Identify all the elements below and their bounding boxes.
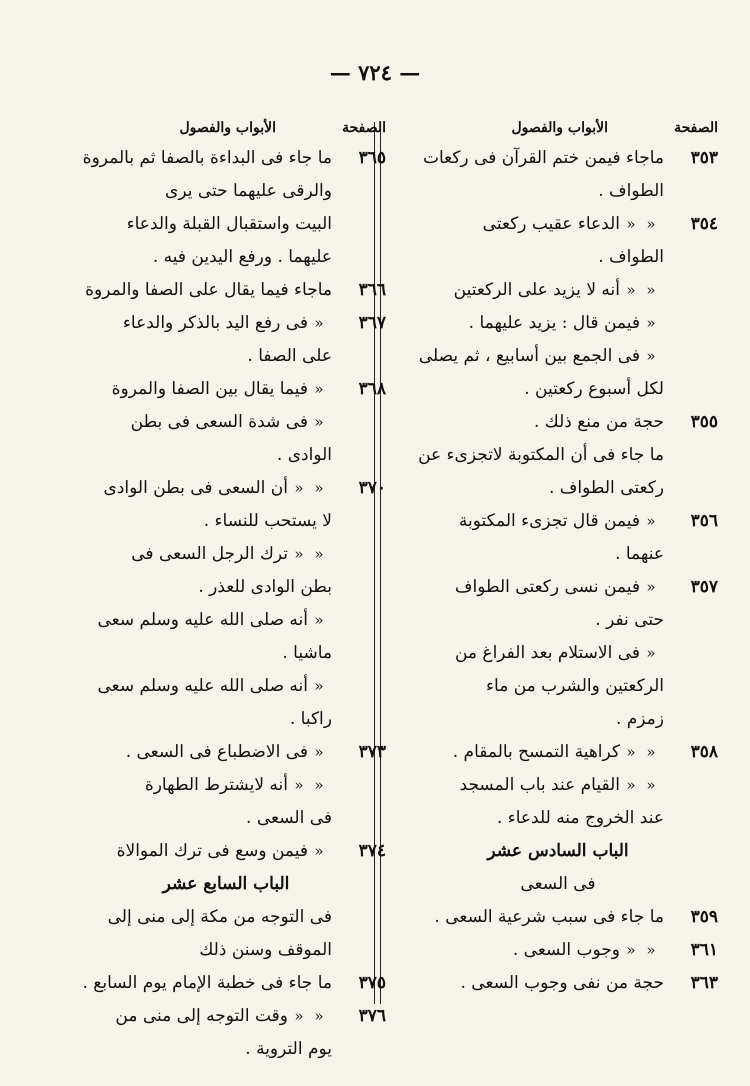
ditto-mark: « bbox=[646, 347, 656, 365]
page-ref-number: ٣٧٠ bbox=[358, 478, 386, 498]
entry-title: على الصفا . bbox=[247, 346, 332, 366]
index-column-right bbox=[398, 118, 718, 1000]
column-header bbox=[66, 118, 386, 142]
page-ref-number: ٣٧٦ bbox=[358, 1006, 386, 1026]
entry-title: الموقف وسنن ذلك bbox=[199, 940, 332, 960]
index-entry bbox=[66, 208, 386, 241]
index-entry bbox=[398, 373, 718, 406]
index-column-left bbox=[66, 118, 386, 1066]
entry-title: البيت واستقبال القبلة والدعاء bbox=[126, 214, 332, 234]
section-heading bbox=[66, 868, 386, 901]
entry-title: فى الاستلام بعد الفراغ من bbox=[454, 643, 640, 663]
entry-title: أنه صلى الله عليه وسلم سعى bbox=[97, 610, 308, 630]
page-ref-number: ٣٦٧ bbox=[358, 313, 386, 333]
ditto-mark: « bbox=[626, 281, 636, 299]
entry-title: وقت التوجه إلى منى من bbox=[115, 1006, 288, 1026]
index-entry bbox=[398, 901, 718, 934]
entry-title: أنه صلى الله عليه وسلم سعى bbox=[97, 676, 308, 696]
ditto-mark: « bbox=[626, 215, 636, 233]
entry-title: لا يستحب للنساء . bbox=[203, 511, 332, 531]
ditto-mark: « bbox=[294, 545, 304, 563]
entry-title: فيمن نسى ركعتى الطواف bbox=[454, 577, 640, 597]
page-ref-number: ٣٦١ bbox=[690, 940, 718, 960]
entry-title: لكل أسبوع ركعتين . bbox=[524, 379, 664, 399]
section-title: فى السعى bbox=[520, 874, 596, 894]
index-entry bbox=[398, 340, 718, 373]
index-entry bbox=[398, 472, 718, 505]
index-entry bbox=[66, 571, 386, 604]
ditto-mark: « bbox=[314, 1007, 324, 1025]
section-heading bbox=[398, 835, 718, 868]
entry-title: الطواف . bbox=[598, 181, 664, 201]
entry-title: عليهما . ورفع اليدين فيه . bbox=[152, 247, 332, 267]
ditto-mark: « bbox=[294, 776, 304, 794]
entry-title: عند الخروج منه للدعاء . bbox=[496, 808, 664, 828]
index-entry bbox=[398, 571, 718, 604]
entry-title: بطن الوادى للعذر . bbox=[198, 577, 332, 597]
ditto-mark: « bbox=[646, 314, 656, 332]
index-entry bbox=[398, 769, 718, 802]
entry-title: فيما يقال بين الصفا والمروة bbox=[111, 379, 308, 399]
entry-title: أنه لا يزيد على الركعتين bbox=[453, 280, 620, 300]
ditto-mark: « bbox=[314, 611, 324, 629]
index-entry bbox=[66, 835, 386, 868]
page-ref-number: ٣٧٣ bbox=[358, 742, 386, 762]
index-entry bbox=[66, 736, 386, 769]
entry-title: الدعاء عقيب ركعتى bbox=[482, 214, 620, 234]
ditto-mark: « bbox=[626, 941, 636, 959]
entry-title: ترك الرجل السعى فى bbox=[131, 544, 288, 564]
entry-title: فيمن وسع فى ترك الموالاة bbox=[116, 841, 308, 861]
page-number: — ٧٢٤ — bbox=[329, 60, 421, 85]
entry-title: حتى نفر . bbox=[595, 610, 664, 630]
page-ref-number: ٣٦٣ bbox=[690, 973, 718, 993]
ditto-mark: « bbox=[314, 413, 324, 431]
ditto-mark: « bbox=[646, 743, 656, 761]
index-entry bbox=[398, 406, 718, 439]
entry-title: الطواف . bbox=[598, 247, 664, 267]
index-entry bbox=[66, 307, 386, 340]
entry-title: كراهية التمسح بالمقام . bbox=[452, 742, 620, 762]
index-entry bbox=[66, 241, 386, 274]
page-ref-number: ٣٥٩ bbox=[690, 907, 718, 927]
index-entry bbox=[66, 340, 386, 373]
index-entry bbox=[398, 175, 718, 208]
entry-title: ماشيا . bbox=[282, 643, 332, 663]
ditto-mark: « bbox=[646, 578, 656, 596]
ditto-mark: « bbox=[626, 743, 636, 761]
entry-title: ماجاء فيمن ختم القرآن فى ركعات bbox=[422, 148, 664, 168]
entry-title: يوم التروية . bbox=[245, 1039, 332, 1059]
index-entry bbox=[398, 274, 718, 307]
page-ref-number: ٣٥٤ bbox=[690, 214, 718, 234]
ditto-mark: « bbox=[646, 215, 656, 233]
index-entry bbox=[66, 901, 386, 934]
entry-title: زمزم . bbox=[615, 709, 664, 729]
index-entry bbox=[398, 736, 718, 769]
index-entry bbox=[66, 967, 386, 1000]
index-entry bbox=[66, 1033, 386, 1066]
index-entry bbox=[398, 802, 718, 835]
entry-title: فى شدة السعى فى بطن bbox=[130, 412, 308, 432]
index-entry bbox=[398, 703, 718, 736]
entry-title: حجة من نفى وجوب السعى . bbox=[460, 973, 664, 993]
entry-title: القيام عند باب المسجد bbox=[459, 775, 620, 795]
ditto-mark: « bbox=[646, 941, 656, 959]
section-heading bbox=[398, 868, 718, 901]
ditto-mark: « bbox=[646, 281, 656, 299]
index-entry bbox=[398, 307, 718, 340]
page-ref-number: ٣٧٥ bbox=[358, 973, 386, 993]
ditto-mark: « bbox=[294, 1007, 304, 1025]
entry-title: والرقى عليهما حتى يرى bbox=[165, 181, 332, 201]
index-entry bbox=[398, 604, 718, 637]
entry-title: ما جاء فى أن المكتوبة لاتجزىء عن bbox=[418, 445, 664, 465]
page-ref-number: ٣٥٧ bbox=[690, 577, 718, 597]
ditto-mark: « bbox=[646, 512, 656, 530]
page-ref-number: ٣٦٦ bbox=[358, 280, 386, 300]
index-entry bbox=[66, 472, 386, 505]
page-ref-number: ٣٥٥ bbox=[690, 412, 718, 432]
index-entry bbox=[398, 142, 718, 175]
index-entry bbox=[398, 637, 718, 670]
index-entry bbox=[66, 142, 386, 175]
index-entry bbox=[66, 175, 386, 208]
entry-title: أن السعى فى بطن الوادى bbox=[103, 478, 288, 498]
section-title: الباب السادس عشر bbox=[487, 841, 629, 861]
header-title-label: الأبواب والفصول bbox=[179, 120, 276, 136]
entry-title: راكبا . bbox=[289, 709, 332, 729]
index-entry bbox=[398, 670, 718, 703]
index-entry bbox=[66, 1000, 386, 1033]
ditto-mark: « bbox=[314, 380, 324, 398]
entry-title: ما جاء فى البداءة بالصفا ثم بالمروة bbox=[82, 148, 332, 168]
page-ref-number: ٣٥٣ bbox=[690, 148, 718, 168]
ditto-mark: « bbox=[314, 479, 324, 497]
index-entry bbox=[66, 439, 386, 472]
entry-title: فى الاضطباع فى السعى . bbox=[125, 742, 308, 762]
entry-title: فيمن قال تجزىء المكتوبة bbox=[458, 511, 640, 531]
page-ref-number: ٣٦٨ bbox=[358, 379, 386, 399]
entry-title: عنهما . bbox=[615, 544, 664, 564]
header-page-label: الصفحة bbox=[342, 120, 386, 136]
page-ref-number: ٣٧٤ bbox=[358, 841, 386, 861]
column-header bbox=[398, 118, 718, 142]
index-entry bbox=[66, 703, 386, 736]
index-entry bbox=[66, 406, 386, 439]
entry-title: ركعتى الطواف . bbox=[549, 478, 664, 498]
index-entry bbox=[398, 505, 718, 538]
entry-title: ما جاء فى سبب شرعية السعى . bbox=[434, 907, 664, 927]
index-entry bbox=[66, 769, 386, 802]
ditto-mark: « bbox=[314, 842, 324, 860]
page-ref-number: ٣٥٦ bbox=[690, 511, 718, 531]
index-entry bbox=[66, 373, 386, 406]
index-entry bbox=[66, 538, 386, 571]
index-entry bbox=[398, 934, 718, 967]
ditto-mark: « bbox=[626, 776, 636, 794]
entry-title: ماجاء فيما يقال على الصفا والمروة bbox=[85, 280, 332, 300]
entry-title: فيمن قال : يزيد عليهما . bbox=[468, 313, 640, 333]
index-entry bbox=[66, 802, 386, 835]
entry-title: فى السعى . bbox=[246, 808, 332, 828]
page-ref-number: ٣٥٨ bbox=[690, 742, 718, 762]
page-ref-number: ٣٦٥ bbox=[358, 148, 386, 168]
index-entry bbox=[398, 538, 718, 571]
section-title: الباب السابع عشر bbox=[162, 874, 290, 894]
ditto-mark: « bbox=[314, 314, 324, 332]
entry-title: الركعتين والشرب من ماء bbox=[486, 676, 664, 696]
index-entry bbox=[66, 604, 386, 637]
ditto-mark: « bbox=[314, 545, 324, 563]
index-entry bbox=[398, 439, 718, 472]
header-title-label: الأبواب والفصول bbox=[511, 120, 608, 136]
ditto-mark: « bbox=[314, 677, 324, 695]
entry-title: فى التوجه من مكة إلى منى إلى bbox=[107, 907, 332, 927]
entry-title: فى رفع اليد بالذكر والدعاء bbox=[122, 313, 308, 333]
entry-title: الوادى . bbox=[276, 445, 332, 465]
index-entry bbox=[66, 274, 386, 307]
index-entry bbox=[66, 934, 386, 967]
entry-title: أنه لايشترط الطهارة bbox=[144, 775, 288, 795]
ditto-mark: « bbox=[294, 479, 304, 497]
index-entry bbox=[398, 208, 718, 241]
ditto-mark: « bbox=[646, 644, 656, 662]
entry-title: حجة من منع ذلك . bbox=[533, 412, 664, 432]
ditto-mark: « bbox=[314, 743, 324, 761]
entry-title: فى الجمع بين أسابيع ، ثم يصلى bbox=[418, 346, 640, 366]
index-entry bbox=[398, 967, 718, 1000]
ditto-mark: « bbox=[314, 776, 324, 794]
index-entry bbox=[398, 241, 718, 274]
entry-title: ما جاء فى خطبة الإمام يوم السابع . bbox=[82, 973, 332, 993]
index-entry bbox=[66, 505, 386, 538]
entry-title: وجوب السعى . bbox=[512, 940, 620, 960]
index-entry bbox=[66, 637, 386, 670]
ditto-mark: « bbox=[646, 776, 656, 794]
index-entry bbox=[66, 670, 386, 703]
header-page-label: الصفحة bbox=[674, 120, 718, 136]
